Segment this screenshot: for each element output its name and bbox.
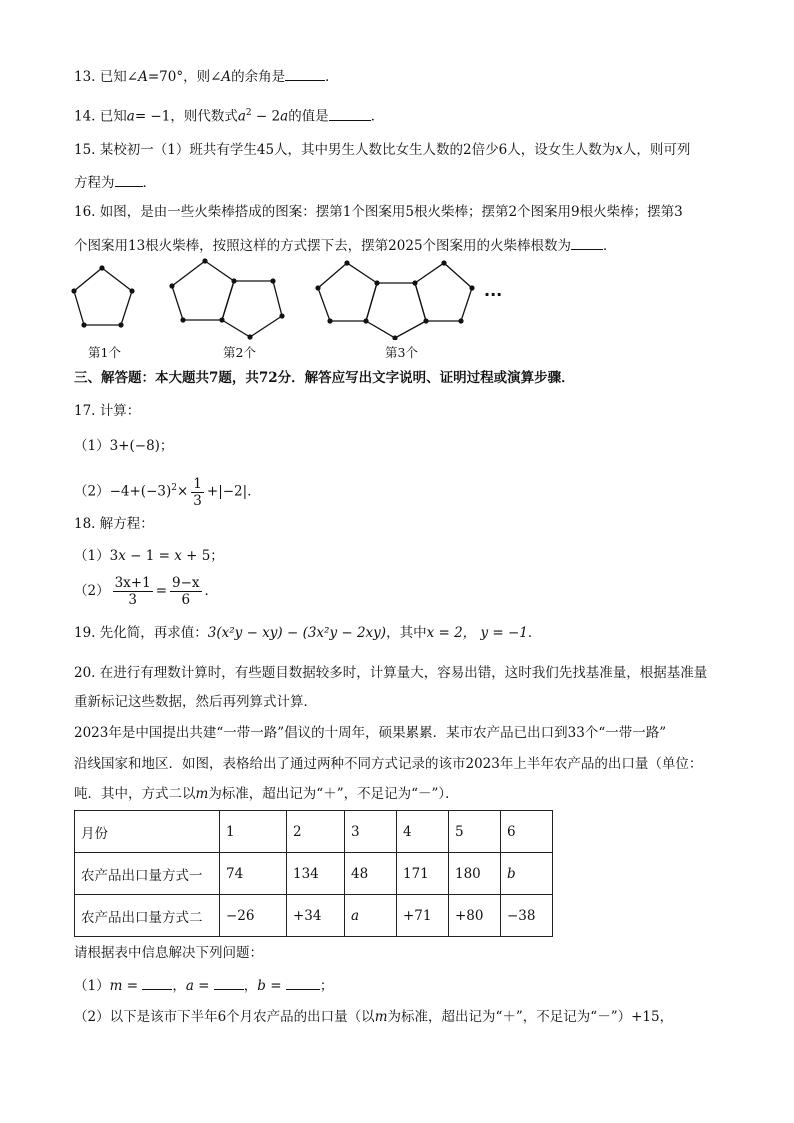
- table-cell: −26: [220, 895, 287, 937]
- table-cell: 74: [220, 853, 287, 895]
- question-18-title: 18. 解方程：: [74, 516, 154, 532]
- pattern-1-pentagon: [74, 268, 132, 325]
- question-17-part-1: （1）3+(−8)；: [74, 438, 174, 454]
- question-20-line-5: 吨．其中，方式二以m为标准，超出记为“＋”，不足记为“－”）．: [74, 786, 459, 802]
- question-15-line-1: 15. 某校初一（1）班共有学生45人，其中男生人数比女生人数的2倍少6人，设女生人数为x人，则可列: [74, 142, 691, 158]
- table-cell: 1: [220, 811, 287, 853]
- answer-blank[interactable]: [115, 172, 143, 187]
- table-cell: 3: [345, 811, 397, 853]
- table-cell: 农产品出口量方式一: [75, 853, 220, 895]
- question-16-line-1: 16. 如图，是由一些火柴棒搭成的图案：摆第1个图案用5根火柴棒；摆第2个图案用9根火柴棒；摆第3: [74, 204, 683, 220]
- answer-blank[interactable]: [285, 66, 325, 81]
- table-cell: 48: [345, 853, 397, 895]
- question-16-line-2: 个图案用13根火柴棒，按照这样的方式摆下去，摆第2025个图案用的火柴棒根数为 ．: [74, 235, 617, 255]
- table-cell: +34: [287, 895, 345, 937]
- export-data-table: [74, 810, 553, 937]
- table-cell: −38: [501, 895, 553, 937]
- table-row: [75, 895, 553, 937]
- answer-blank[interactable]: [571, 235, 603, 250]
- table-cell: +80: [449, 895, 501, 937]
- ellipsis: ···: [484, 285, 503, 304]
- table-cell: 2: [287, 811, 345, 853]
- caption-pattern-3: 第3个: [385, 345, 418, 360]
- question-13: 13. 已知∠A=70°，则∠A的余角是 ．: [74, 66, 339, 86]
- table-cell: b: [501, 853, 553, 895]
- table-cell: +71: [397, 895, 449, 937]
- question-20-sub-2: （2）以下是该市下半年6个月农产品的出口量（以m为标准，超出记为“＋”，不足记为“－”）+15，: [74, 1009, 674, 1025]
- question-20-line-4: 沿线国家和地区．如图，表格给出了通过两种不同方式记录的该市2023年上半年农产品的出口量（单位：: [74, 756, 703, 772]
- table-cell: 180: [449, 853, 501, 895]
- question-14: 14. 已知a= −1，则代数式$a^2 - 2a$的值是 ．: [74, 104, 384, 126]
- table-cell: 171: [397, 853, 449, 895]
- matchstick-patterns-figure: [60, 255, 530, 340]
- question-20-line-1: 20. 在进行有理数计算时，有些题目数据较多时，计算量大，容易出错，这时我们先找基准量，根据基准量: [74, 665, 708, 681]
- question-20-line-3: 2023年是中国提出共建“一带一路”倡议的十周年，硕果累累．某市农产品已出口到33个“一带一路”: [74, 725, 667, 741]
- question-15-line-2: 方程为 ．: [74, 172, 156, 192]
- question-18-part-2: （2） $\frac{3x+1}{3}$ = $\frac{9-x}{6}$ ．: [74, 575, 219, 608]
- fraction-left: $\frac{3x+1}{3}$: [114, 575, 151, 608]
- pattern-3-pentagon-right: [415, 263, 472, 321]
- question-20-line-2: 重新标记这些数据，然后再列算式计算．: [74, 694, 317, 710]
- table-cell: a: [345, 895, 397, 937]
- answer-blank-m[interactable]: [142, 975, 172, 990]
- table-row: [75, 853, 553, 895]
- table-cell: 月份: [75, 811, 220, 853]
- table-cell: 5: [449, 811, 501, 853]
- question-17-title: 17. 计算：: [74, 403, 141, 419]
- table-row: [75, 811, 553, 853]
- table-cell: 134: [287, 853, 345, 895]
- question-19: 19. 先化简，再求值：3(x²y − xy) − (3x²y − 2xy)，其中x = 2， y = −1．: [74, 625, 542, 641]
- answer-blank-a[interactable]: [214, 975, 244, 990]
- section-3-heading: 三、解答题：本大题共7题，共72分．解答应写出文字说明、证明过程或演算步骤．: [74, 370, 575, 386]
- fraction-right: $\frac{9-x}{6}$: [172, 575, 200, 608]
- question-20-sub-1: （1）m = ，a = ，b = ；: [74, 975, 333, 995]
- answer-blank[interactable]: [329, 106, 371, 121]
- question-18-part-1: （1）3x − 1 = x + 5；: [74, 548, 224, 564]
- question-17-part-2: $(2)-4+(-3)^2\times$ $\frac{1}{3}$ +|−2|．: [74, 475, 261, 509]
- table-cell: 农产品出口量方式二: [75, 895, 220, 937]
- answer-blank-b[interactable]: [286, 975, 320, 990]
- table-cell: 4: [397, 811, 449, 853]
- pattern-2-pentagon-right: [222, 281, 282, 337]
- question-20-prompt: 请根据表中信息解决下列问题：: [74, 945, 263, 961]
- caption-pattern-2: 第2个: [223, 345, 256, 360]
- fraction: $\frac{1}{3}$: [193, 475, 202, 509]
- caption-pattern-1: 第1个: [88, 345, 121, 360]
- table-cell: 6: [501, 811, 553, 853]
